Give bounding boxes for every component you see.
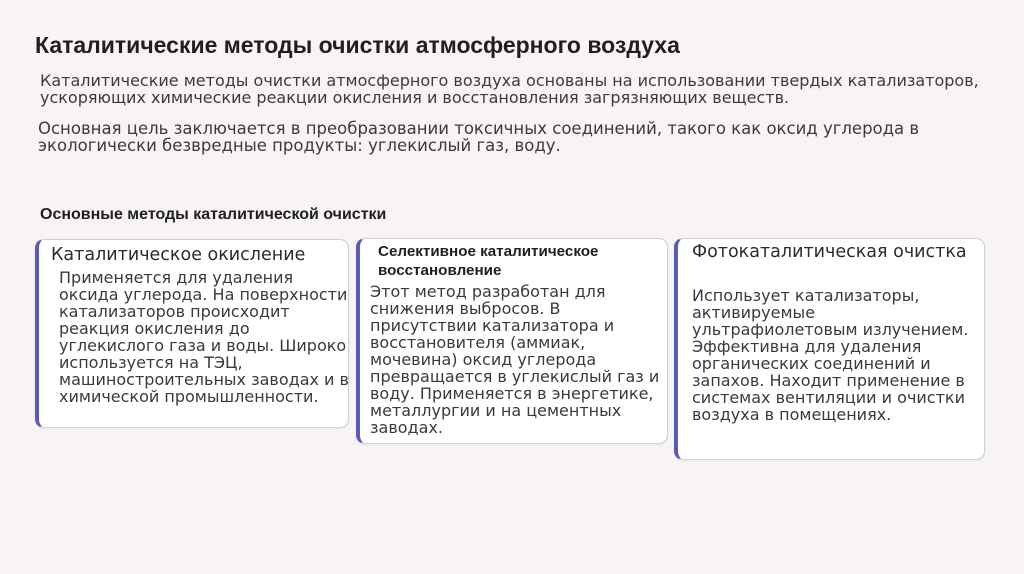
method-card-catalytic-oxidation [35,239,349,428]
method-card-selective-reduction [356,238,668,444]
method-card-title: Каталитическое окисление [51,245,306,265]
methods-heading: Основные методы каталитической очистки [40,206,387,223]
intro-paragraph: Каталитические методы очистки атмосферного воздуха основаны на использовании твердых катализаторов, ускоряющих химические реакции окисления и восстановления загрязняющих веществ. [40,71,979,107]
method-card-photocatalytic [674,238,985,460]
goal-paragraph: Основная цель заключается в преобразовании токсичных соединений, такого как оксид углерода в экологически безвредные продукты: углекислый газ, воду. [38,119,920,155]
method-card-title: Фотокаталитическая очистка [692,242,967,262]
method-card-body: Этот метод разработан для снижения выбросов. В присутствии катализатора и восстановителя (аммиак, мочевина) оксид углерода превращается в углекислый газ и воду. Применяется в энергетике, металлургии и на цементных заводах. [370,282,660,437]
slide-title: Каталитические методы очистки атмосферного воздуха [35,32,680,58]
method-card-body: Применяется для удаления оксида углерода. На поверхности катализаторов происходит реакция окисления до углекислого газа и воды. Широко используется на ТЭЦ, машиностроительных заводах и в химической промышленности. [59,268,349,406]
method-card-body: Использует катализаторы, активируемые ультрафиолетовым излучением. Эффективна для удаления органических соединений и запахов. Находит применение в системах вентиляции и очистки воздуха в помещениях. [692,286,969,424]
method-card-title: Селективное каталитическое восстановление [378,243,599,279]
